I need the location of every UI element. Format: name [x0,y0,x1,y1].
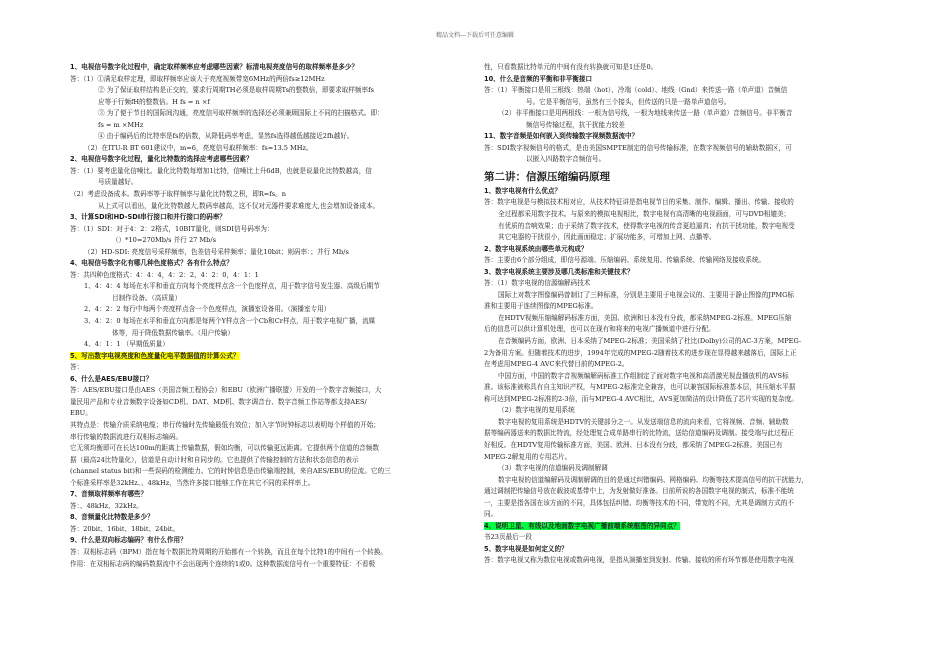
answer-line: 中国方面，中国的数字音视频编解码标准工作组制定了面对数字电视和高清激光视盘播放机的AVS标 [498,371,789,380]
answer-line: 频信号传输过程，抗干扰能力较差 [526,120,625,129]
answer-line: 称可达到MPEG-2标准的2-3倍，而与MPEG-4 AVC相比，AVS更加简洁的设计降低了芯片实现的复杂度。 [484,394,798,403]
answer-line: 其它电器的干扰很小，因此画面稳定；扩展功能多，可增加上网、点播等。 [498,233,716,242]
answer-line: EBU。 [70,409,92,418]
answer-line: 有优质的音响效果；由于采纳了数字技术，使得数字电视的传音更趋逼真；有抗干扰功能，数字电视受 [498,221,795,230]
answer-line: 答：（1）要考虑量化信噪比。量化比特数每增加1比特，信噪比上升6dB，也就是说量化比特数越高，信 [70,166,372,175]
answer-line: 2为备用方案。但随着技术的进步，1994年完成的MPEG-2随着技术的进步现在显得越来越落后，国际上正 [484,348,797,357]
section-title: 第二讲：信源压缩编码原理 [484,170,610,183]
answer-line: 答：双相标志码（BPM）指在每个数据比特周期的开始都有一个转换，而且在每个比特1的中间有一个转换。 [70,547,387,556]
answer-line: 答：（1）①满足取样定理，即取样频率应该大于亮度视频带宽6MHz的两倍fs≥12MHz [70,74,325,83]
question-heading: 1、数字电视有什么优点？ [484,186,562,195]
answer-line: 其特点是：传输介质采纳电缆；串行传输时先传输最低有效位；加入字节时钟标志以表明每个样值的开始； [70,420,380,429]
answer-line: 从上式可以看出，量化比特数越大,数码率越高，这不仅对元器件要求难度大,也会增加设备成本。 [98,201,380,210]
question-heading: 11、数字音频是如何嵌入到传输数字视频数据流中？ [484,132,639,141]
answer-line: 串行传输的数据流进行双相标志编码。 [70,432,183,441]
answer-line: （2）数字电视的复用系统 [498,406,575,415]
question-heading-highlighted [484,521,886,533]
answer-line: 答：共四种色度格式：4：4：4，4：2：2，4：2：0，4：1：1 [70,270,259,279]
right-column [484,62,886,567]
answer-line: 答：（1）平衡接口是用三根线：热端（hot）、冷端（cold）、地线（Gnd）来传送一路（单声道）音频信 [484,86,788,95]
question-heading: 1、电视信号数字化过程中，确定取样频率应考虑哪些因素？标清电视亮度信号的取样频率是多少？ [70,63,359,71]
answer-line: 同。 [484,510,498,519]
question-heading: 8、音频量化比特数是多少？ [70,513,154,522]
answer-line: 在考虑用MPEG-4 AVC来代替目前的MPEG-2。 [484,360,629,369]
answer-line: 答：数字电视是与模拟技术相对应，从技术特征讲是指电视节目的采集、制作、编辑、播出、传输、接收的 [484,198,794,207]
answer-line: 2、4：2：2 每行中每两个亮度样点含一个色度样点，演播室设备用。（演播室专用） [84,305,331,314]
question-heading: 3、数字电视系统主要涉及哪几类标准和关键技术？ [484,267,634,276]
answer-line: 号质量越好。 [98,178,138,187]
answer-line: 答：（1）数字电视的信源编解码技术 [484,279,591,288]
answer-line: 答： [70,363,84,372]
answer-line: 全过程都采用数字技术。与原来的模拟电视相比，数字电视有高清晰的电视画面，可与DVD相媲美； [498,210,791,219]
answer-line: 答：SDI数字视频信号的格式，是由美国SMPTE制定的信号传输标准，在数字视频信号的辅助数据区，可 [484,143,792,152]
answer-line: 4、4：1：1 （早期低质量） [84,340,169,349]
answer-line: 准。该标准被称具有自主知识产权，与MPEG-2标准完全兼容，也可以兼容国际标准基本层，其压缩水平据 [484,383,796,392]
answer-line: 一，主要是指各国在该方面的不同，具体包括纠错、均衡等技术的不同，带宽的不同，尤其是调制方式的不 [484,498,794,507]
question-heading: 6、什么是AES/EBU接口？ [70,374,153,383]
answer-line: 体等，用于降低数据传输率。（用户传输） [112,328,234,337]
answer-line: 答：主要由6个部分组成，即信号源端、压缩编码、系统复用、传输系统、传输网络及接收系统。 [484,256,766,265]
answer-line: 据等编码器送来的数据比特流，经处理复合成单路串行的比特流，送给信道编码及调制。接受端与此过程正 [484,429,794,438]
answer-line: 量民用产品和专业音频数字设备如CD机、DAT、MD机、数字调音台、数字音频工作站等都支持AES/ [70,397,367,406]
answer-line: ③ 为了便于节目的国际间沟通，亮度信号取样频率的选择还必须兼顾国际上不同的扫描格式。即： [98,109,384,118]
left-column [70,62,462,570]
question-heading: 2、数字电视系统由哪些单元构成？ [484,244,588,253]
question-heading: 5、数字电视是如何定义的？ [484,544,568,553]
answer-line: 在音频编码方面，欧洲、日本采纳了MPEG-2标准；美国采纳了杜比(Dolby)公司的AC-3方案，MPEG- [498,337,802,346]
answer-line: 它无须均衡即可在长达100m的距离上传输数据，假如均衡，可以传输更远距离。它提供两个信道的音频数 [70,444,379,453]
question-heading: 3、计算SDI和HD-SDI串行接口和并行接口的码率？ [70,213,226,222]
question-heading: 2、电视信号数字化过程，量化比特数的选择应考虑哪些因素？ [70,155,253,164]
answer-line: 答：AES/EBU接口是由AES（美国音频工程协会）和EBU（欧洲广播联盟）开发的一个数字音频接口，大 [70,386,382,395]
answer-line: 目制作设备。（高质量） [112,293,182,302]
question-heading-highlighted [70,351,462,363]
answer-line: 准和主要用于连续图像的MPEG标准。 [484,302,598,311]
answer-line: 个标准采样率是32kHz、、48kHz，当然许多接口能够工作在其它不同的采样率上。 [70,478,315,487]
answer-line: 答：（1）SDI：对于4：2：2格式，10BIT量化，则SDI信号码率为： [70,224,274,233]
answer-line: （3）数字电视的信道编码及调制解调 [498,464,608,473]
answer-line: 号。它是平衡信号，虽然有三个接头，但传送的只是一路单声道信号。 [526,97,731,106]
highlight-mark: 4、说明卫星、有线以及地面数字电视广播前端系统框图的异同点？ [484,521,680,530]
answer-line: 应等于行频fH的整数倍。H fs = n ×f [98,97,210,106]
answer-line: （2）非平衡接口是用两根线：一根为信号线，一根为地线来传送一路（单声道）音频信号。非平衡音 [498,109,793,118]
answer-line: 数字电视的信道编解码及调制解调的目的是通过纠错编码、网格编码、均衡等技术提高信号的抗干扰能力， [498,475,808,484]
question-heading: 4、电视信号数字化有哪几种色度格式？各有什么特点？ [70,259,233,268]
answer-line: MPEG-2解复用的专用芯片。 [484,452,572,461]
answer-line: 国际上对数字图像编码曾制订了三种标准，分别是主要用于电视会议的、主要用于静止图像的JPMG标 [498,290,795,299]
answer-line: 作用：在双相标志码的编码数据流中不会出现两个连续的1或0。这种数据流信号有一个重要特征：不看极 [70,559,376,568]
answer-line: 3、4：2：0 每场在水平和垂直方向都是每两个Y样点含一个Cb和Cr样点，用于数字电视广播，流媒 [84,317,376,326]
answer-line: 通过调制把传输信号放在载波或基带中上，为发射做好准备。目前所说的各国数字电视的制式，标准不能统 [484,487,794,496]
answer-line: ② 为了保证取样结构是正交的，要求行周期TH必须是取样周期Ts的整数倍，即要求取样频率fs [98,86,374,95]
answer-line: 数字电视的复用系统是HDTV的关键部分之一。从发送端信息的流向来看，它将视频、音频、辅助数 [498,417,789,426]
answer-line: （2）在ITU-R BT 601建议中，m=6，亮度信号取样频率：fs=13.5 MHz。 [84,143,313,152]
answer-line: 好相反。在HDTV复用传输标准方面，美国、欧洲、日本没有分歧，都采纳了MPEG-2标准。美国已有 [484,440,783,449]
answer-line: 以嵌入四路数字音频信号。 [526,155,606,164]
answer-line: 后的信息可以供计算机处理，也可以在现有和将来的电视广播频道中进行分配。 [484,325,715,334]
page-header: 精品文档---下载后可任意编辑 [435,32,515,39]
question-heading: 7、音频取样频率有哪些？ [70,490,148,499]
question-heading: 10、什么是音频的平衡和非平衡接口 [484,74,593,83]
answer-line: 1、4：4：4 每场在水平和垂直方向每个亮度样点含一个色度样点，用于数字信号发生器、高级后期节 [84,282,380,291]
answer-line: 在HDTV视频压缩编解码标准方面，美国、欧洲和日本没有分歧，都采纳MPEG-2标准。MPEG压缩 [498,313,792,322]
answer-line: 答：、48kHz、32kHz。 [70,501,143,510]
highlight-mark: 5、写出数字电视亮度和色度量化电平数据值的计算公式？ [70,351,240,360]
answer-line: 性，只看数据比特单元的中间有没有转换就可知是1还是0。 [484,63,658,71]
answer-line: (channel status bit)和一些误码的检测能力。它的时钟信息是由传输端控制，来自AES/EBU的位流。它的三 [70,467,391,476]
answer-line: ④ 由于编码后的比特率是fs的倍数，从降低码率考虑，显然fs选得越低越接近2fh越好。 [98,132,354,141]
answer-line: 答：20bit、16bit、18bit、24bit。 [70,524,180,533]
answer-line: 答：数字电视又称为数位电视或数码电视，是指从演播室到发射、传输、接收的所有环节都是使用数字电视 [484,556,794,565]
answer-line: （）*10=270Mb/s 并行 27 Mb/s [112,236,217,245]
answer-line: 据（最高24比特量化），信道是自动计时和自同步的。它也提供了传输控制的方法和状态信息的表示 [70,455,359,464]
answer-line: 书23页最后一段 [484,533,532,542]
answer-line: （2）HD-SDI: 亮度信号采样频率，色差信号采样频率；量化10bit；则码率：；并行 Mb/s [84,247,349,256]
answer-line: （2）考虑设备成本。数码率等于取样频率与量化比特数之积，即R=fs。n [70,190,286,199]
answer-line: fs = m ×MHz [98,120,144,129]
question-heading: 9、什么是双向标志编码？有什么作用？ [70,536,187,545]
